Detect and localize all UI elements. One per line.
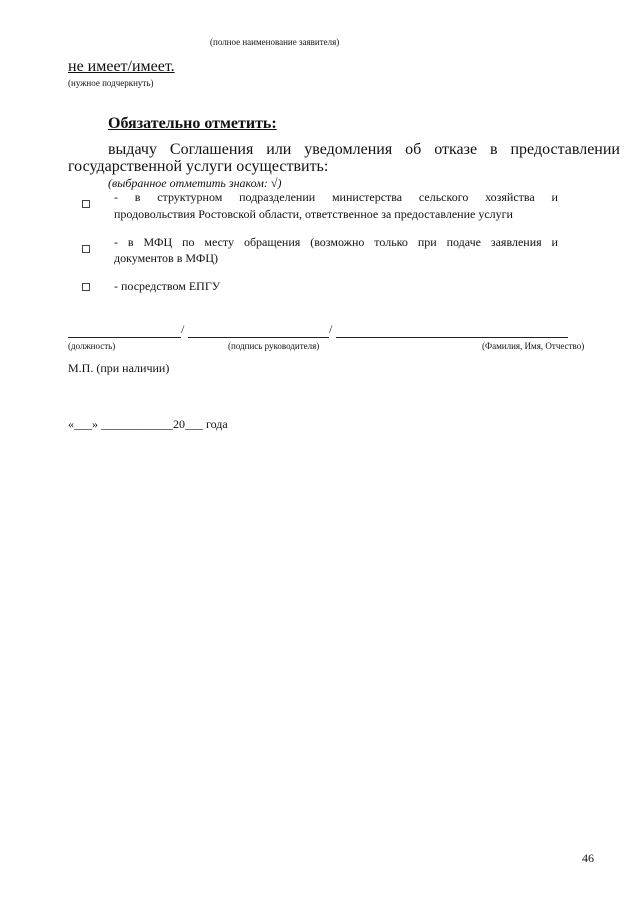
position-line	[68, 337, 181, 338]
word: структурном	[157, 190, 223, 204]
word: (возможно	[310, 235, 365, 249]
separator-1: /	[181, 322, 185, 336]
date-line: «___» ____________20___ года	[68, 417, 228, 431]
stamp-label: М.П. (при наличии)	[68, 361, 170, 375]
word: -	[114, 235, 118, 249]
mandatory-line2: государственной услуги осуществить:	[68, 158, 329, 175]
word: хозяйства	[485, 190, 535, 204]
position-label: (должность)	[68, 341, 116, 351]
option-1-line1	[114, 190, 558, 205]
word: при	[417, 235, 437, 249]
word: в	[489, 141, 498, 158]
word: отказе	[434, 141, 478, 158]
name-line	[336, 337, 568, 338]
word: МФЦ	[143, 235, 173, 249]
word: в	[134, 190, 141, 204]
name-label: (Фамилия, Имя, Отчество)	[482, 341, 585, 351]
possession-note: (нужное подчеркнуть)	[68, 78, 154, 88]
option-checkbox-3[interactable]	[82, 283, 90, 291]
option-3-label: - посредством ЕПГУ	[114, 279, 221, 293]
word: сельского	[418, 190, 469, 204]
word: подразделении	[239, 190, 316, 204]
option-checkbox-2[interactable]	[82, 245, 90, 253]
word: в	[127, 235, 134, 249]
page-number: 46	[582, 851, 594, 865]
word: и	[551, 190, 558, 204]
word: подаче	[446, 235, 481, 249]
mandatory-line1	[108, 141, 620, 159]
word: уведомления	[304, 141, 393, 158]
word: предоставлении	[510, 141, 620, 158]
option-1-line2: продовольствия Ростовской области, ответственное за предоставление услуги	[114, 207, 513, 221]
word: и	[551, 235, 558, 249]
word: заявления	[490, 235, 542, 249]
word: месту	[204, 235, 235, 249]
word: или	[266, 141, 292, 158]
word: об	[405, 141, 422, 158]
mandatory-hint: (выбранное отметить знаком: √)	[108, 176, 282, 190]
word: обращения	[243, 235, 301, 249]
option-2-line1	[114, 235, 558, 250]
applicant-caption: (полное наименование заявителя)	[210, 37, 340, 47]
word: Соглашения	[169, 141, 254, 158]
mandatory-heading: Обязательно отметить:	[108, 115, 277, 132]
option-checkbox-1[interactable]	[82, 200, 90, 208]
signature-label: (подпись руководителя)	[228, 341, 320, 351]
word: министерства	[331, 190, 403, 204]
word: -	[114, 190, 118, 204]
separator-2: /	[329, 322, 333, 336]
signature-line	[188, 337, 329, 338]
word: по	[182, 235, 195, 249]
option-2-line2: документов в МФЦ)	[114, 251, 219, 265]
word: выдачу	[108, 141, 157, 158]
word: только	[374, 235, 408, 249]
possession-value: не имеет/имеет.	[68, 58, 175, 75]
